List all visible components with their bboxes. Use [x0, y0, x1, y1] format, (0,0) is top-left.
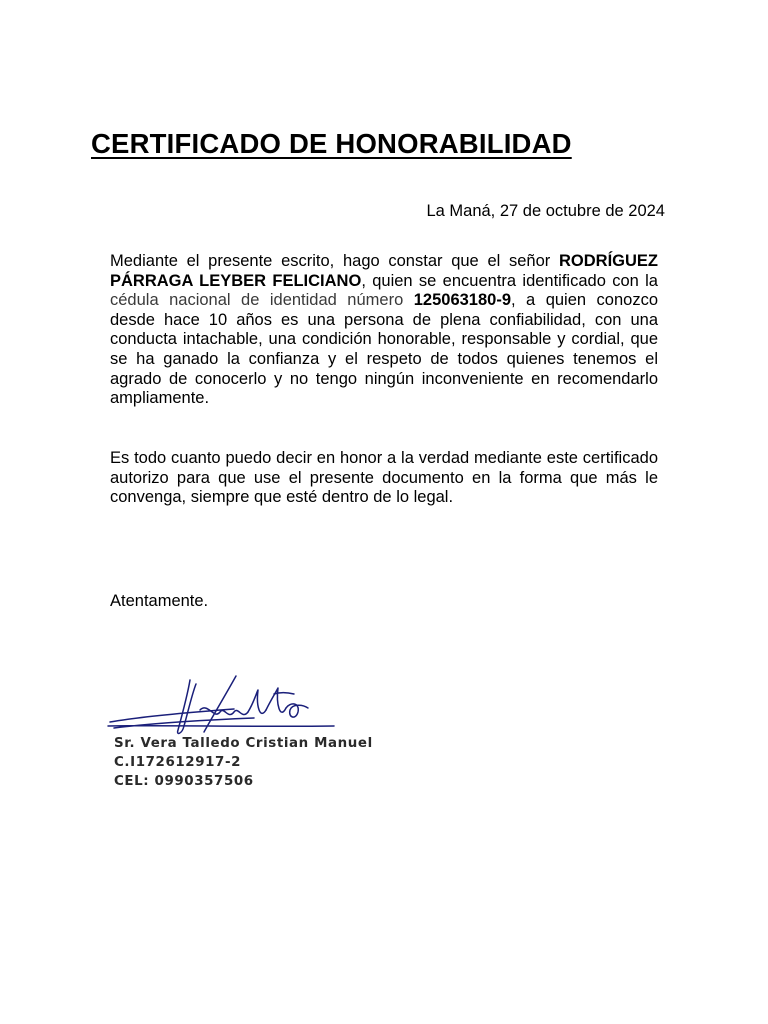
signer-id: C.I172612917-2	[114, 755, 242, 770]
person-name: RODRÍGUEZ PÁRRAGA LEYBER FELICIANO	[110, 252, 658, 290]
signer-phone: CEL: 0990357506	[114, 774, 254, 789]
id-phrase: cédula nacional de identidad número	[110, 291, 404, 310]
document-title: CERTIFICADO DE HONORABILIDAD	[91, 128, 572, 159]
handwritten-signature	[104, 672, 344, 742]
paragraph-1-text-b: , quien se encuentra identificado con la	[361, 271, 658, 290]
paragraph-1-text-c	[403, 291, 413, 309]
date-line: La Maná, 27 de octubre de 2024	[426, 202, 665, 220]
body-paragraph-2: Es todo cuanto puedo decir en honor a la verdad mediante este certificado autorizo para que use el presente documento en la forma que más le convenga, siempre que esté dentro de lo legal.	[110, 449, 658, 507]
paragraph-1-text-a: Mediante el presente escrito, hago constar que el señor	[110, 252, 559, 270]
paragraph-1-text-d: , a quien conozco desde hace 10 años es una persona de plena confiabilidad, con una conducta intachable, una condición honorable, responsable y cordial, que se ha ganado la confianza y el respeto de todos quienes tenemos el agrado de conocerlo y no tengo ningún inconveniente en recomendarlo ampliamente.	[110, 291, 659, 408]
closing-line: Atentamente.	[110, 592, 209, 610]
signer-name: Sr. Vera Talledo Cristian Manuel	[114, 736, 373, 751]
id-number: 125063180-9	[413, 291, 511, 310]
signer-info	[114, 734, 373, 791]
body-paragraph-1	[110, 252, 658, 409]
